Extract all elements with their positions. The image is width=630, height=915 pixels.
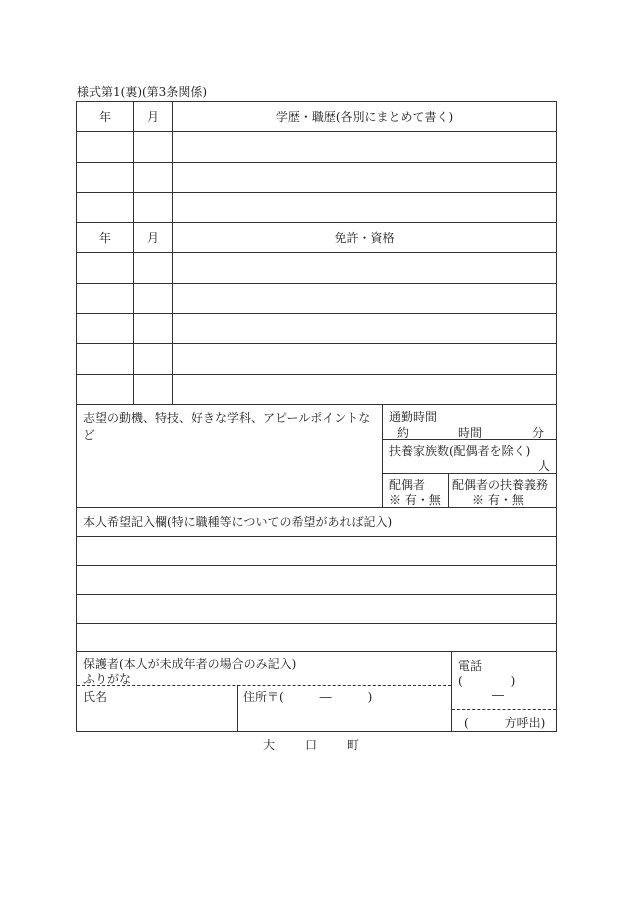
year-cell[interactable] xyxy=(77,374,134,404)
month-cell[interactable] xyxy=(134,314,173,344)
guardian-address-field[interactable]: 住所〒( ― ) xyxy=(243,690,373,704)
month-cell[interactable] xyxy=(134,132,173,162)
table-row[interactable] xyxy=(77,344,557,374)
spouse-support-choice[interactable]: ※ 有・無 xyxy=(472,493,524,507)
education-header-row xyxy=(77,102,557,132)
license-header-row xyxy=(77,223,557,253)
education-history-table xyxy=(76,101,557,405)
motive-side-panel xyxy=(383,405,556,507)
education-content-header: 学歴・職歴(各別にまとめて書く) xyxy=(173,102,557,132)
phone-call-through[interactable]: ( 方呼出) xyxy=(464,716,546,730)
town-name: 大 口 町 xyxy=(263,738,362,752)
dashed-divider xyxy=(452,709,556,710)
year-cell[interactable] xyxy=(77,344,134,374)
dependents-label: 扶養家族数(配偶者を除く) xyxy=(389,444,531,458)
spouse-support-box[interactable] xyxy=(448,473,556,507)
furigana-field[interactable]: ふりがな xyxy=(83,672,132,686)
guardian-name-field[interactable]: 氏名 xyxy=(83,690,108,704)
month-cell[interactable] xyxy=(134,192,173,222)
license-content-header: 免許・資格 xyxy=(173,223,557,253)
dashed-divider xyxy=(77,685,451,686)
phone-label: 電話 xyxy=(458,659,483,673)
commute-label: 通勤時間 xyxy=(389,410,438,424)
phone-dash: ― xyxy=(492,688,504,702)
table-row[interactable] xyxy=(77,253,557,283)
dependents-box[interactable] xyxy=(383,439,556,474)
commute-approx: 約 xyxy=(397,426,410,440)
content-cell[interactable] xyxy=(173,314,557,344)
table-row[interactable] xyxy=(77,374,557,404)
divider xyxy=(237,685,238,731)
wish-line[interactable] xyxy=(77,537,556,566)
month-cell[interactable] xyxy=(134,162,173,192)
year-cell[interactable] xyxy=(77,253,134,283)
year-header: 年 xyxy=(77,223,134,253)
table-row[interactable] xyxy=(77,314,557,344)
commute-time-box[interactable] xyxy=(383,405,556,440)
month-cell[interactable] xyxy=(134,374,173,404)
guardian-info xyxy=(77,652,452,731)
phone-area-code[interactable]: ( ) xyxy=(458,674,516,688)
content-cell[interactable] xyxy=(173,192,557,222)
motive-label: 志望の動機、特技、好きな学科、アピールポイントなど xyxy=(83,411,371,442)
year-header: 年 xyxy=(77,102,134,132)
guardian-phone-box[interactable] xyxy=(452,652,556,731)
form-label: 様式第1(裏)(第3条関係) xyxy=(77,85,207,99)
month-cell[interactable] xyxy=(134,283,173,313)
content-cell[interactable] xyxy=(173,344,557,374)
spouse-choice[interactable]: ※ 有・無 xyxy=(389,493,441,507)
spouse-label: 配偶者 xyxy=(389,478,426,492)
table-row[interactable] xyxy=(77,132,557,162)
content-cell[interactable] xyxy=(173,132,557,162)
content-cell[interactable] xyxy=(173,283,557,313)
year-cell[interactable] xyxy=(77,314,134,344)
month-header: 月 xyxy=(134,102,173,132)
content-cell[interactable] xyxy=(173,253,557,283)
table-row[interactable] xyxy=(77,192,557,222)
guardian-section xyxy=(76,652,557,732)
month-cell[interactable] xyxy=(134,253,173,283)
motive-section xyxy=(76,405,557,508)
wish-label: 本人希望記入欄(特に職種等についての希望があれば記入) xyxy=(77,508,556,537)
wish-line[interactable] xyxy=(77,624,556,653)
motive-field[interactable] xyxy=(77,405,383,507)
guardian-label: 保護者(本人が未成年者の場合のみ記入) xyxy=(83,657,297,671)
month-header: 月 xyxy=(134,223,173,253)
year-cell[interactable] xyxy=(77,162,134,192)
year-cell[interactable] xyxy=(77,283,134,313)
year-cell[interactable] xyxy=(77,132,134,162)
dependents-unit: 人 xyxy=(537,459,550,473)
table-row[interactable] xyxy=(77,162,557,192)
commute-hour-unit: 時間 xyxy=(458,426,483,440)
wish-line[interactable] xyxy=(77,595,556,624)
content-cell[interactable] xyxy=(173,162,557,192)
commute-minute-unit: 分 xyxy=(531,426,544,440)
table-row[interactable] xyxy=(77,283,557,313)
spouse-support-label: 配偶者の扶養義務 xyxy=(452,478,549,492)
wish-line[interactable] xyxy=(77,566,556,595)
year-cell[interactable] xyxy=(77,192,134,222)
spouse-box[interactable] xyxy=(383,473,449,507)
content-cell[interactable] xyxy=(173,374,557,404)
month-cell[interactable] xyxy=(134,344,173,374)
wish-section xyxy=(76,508,557,652)
